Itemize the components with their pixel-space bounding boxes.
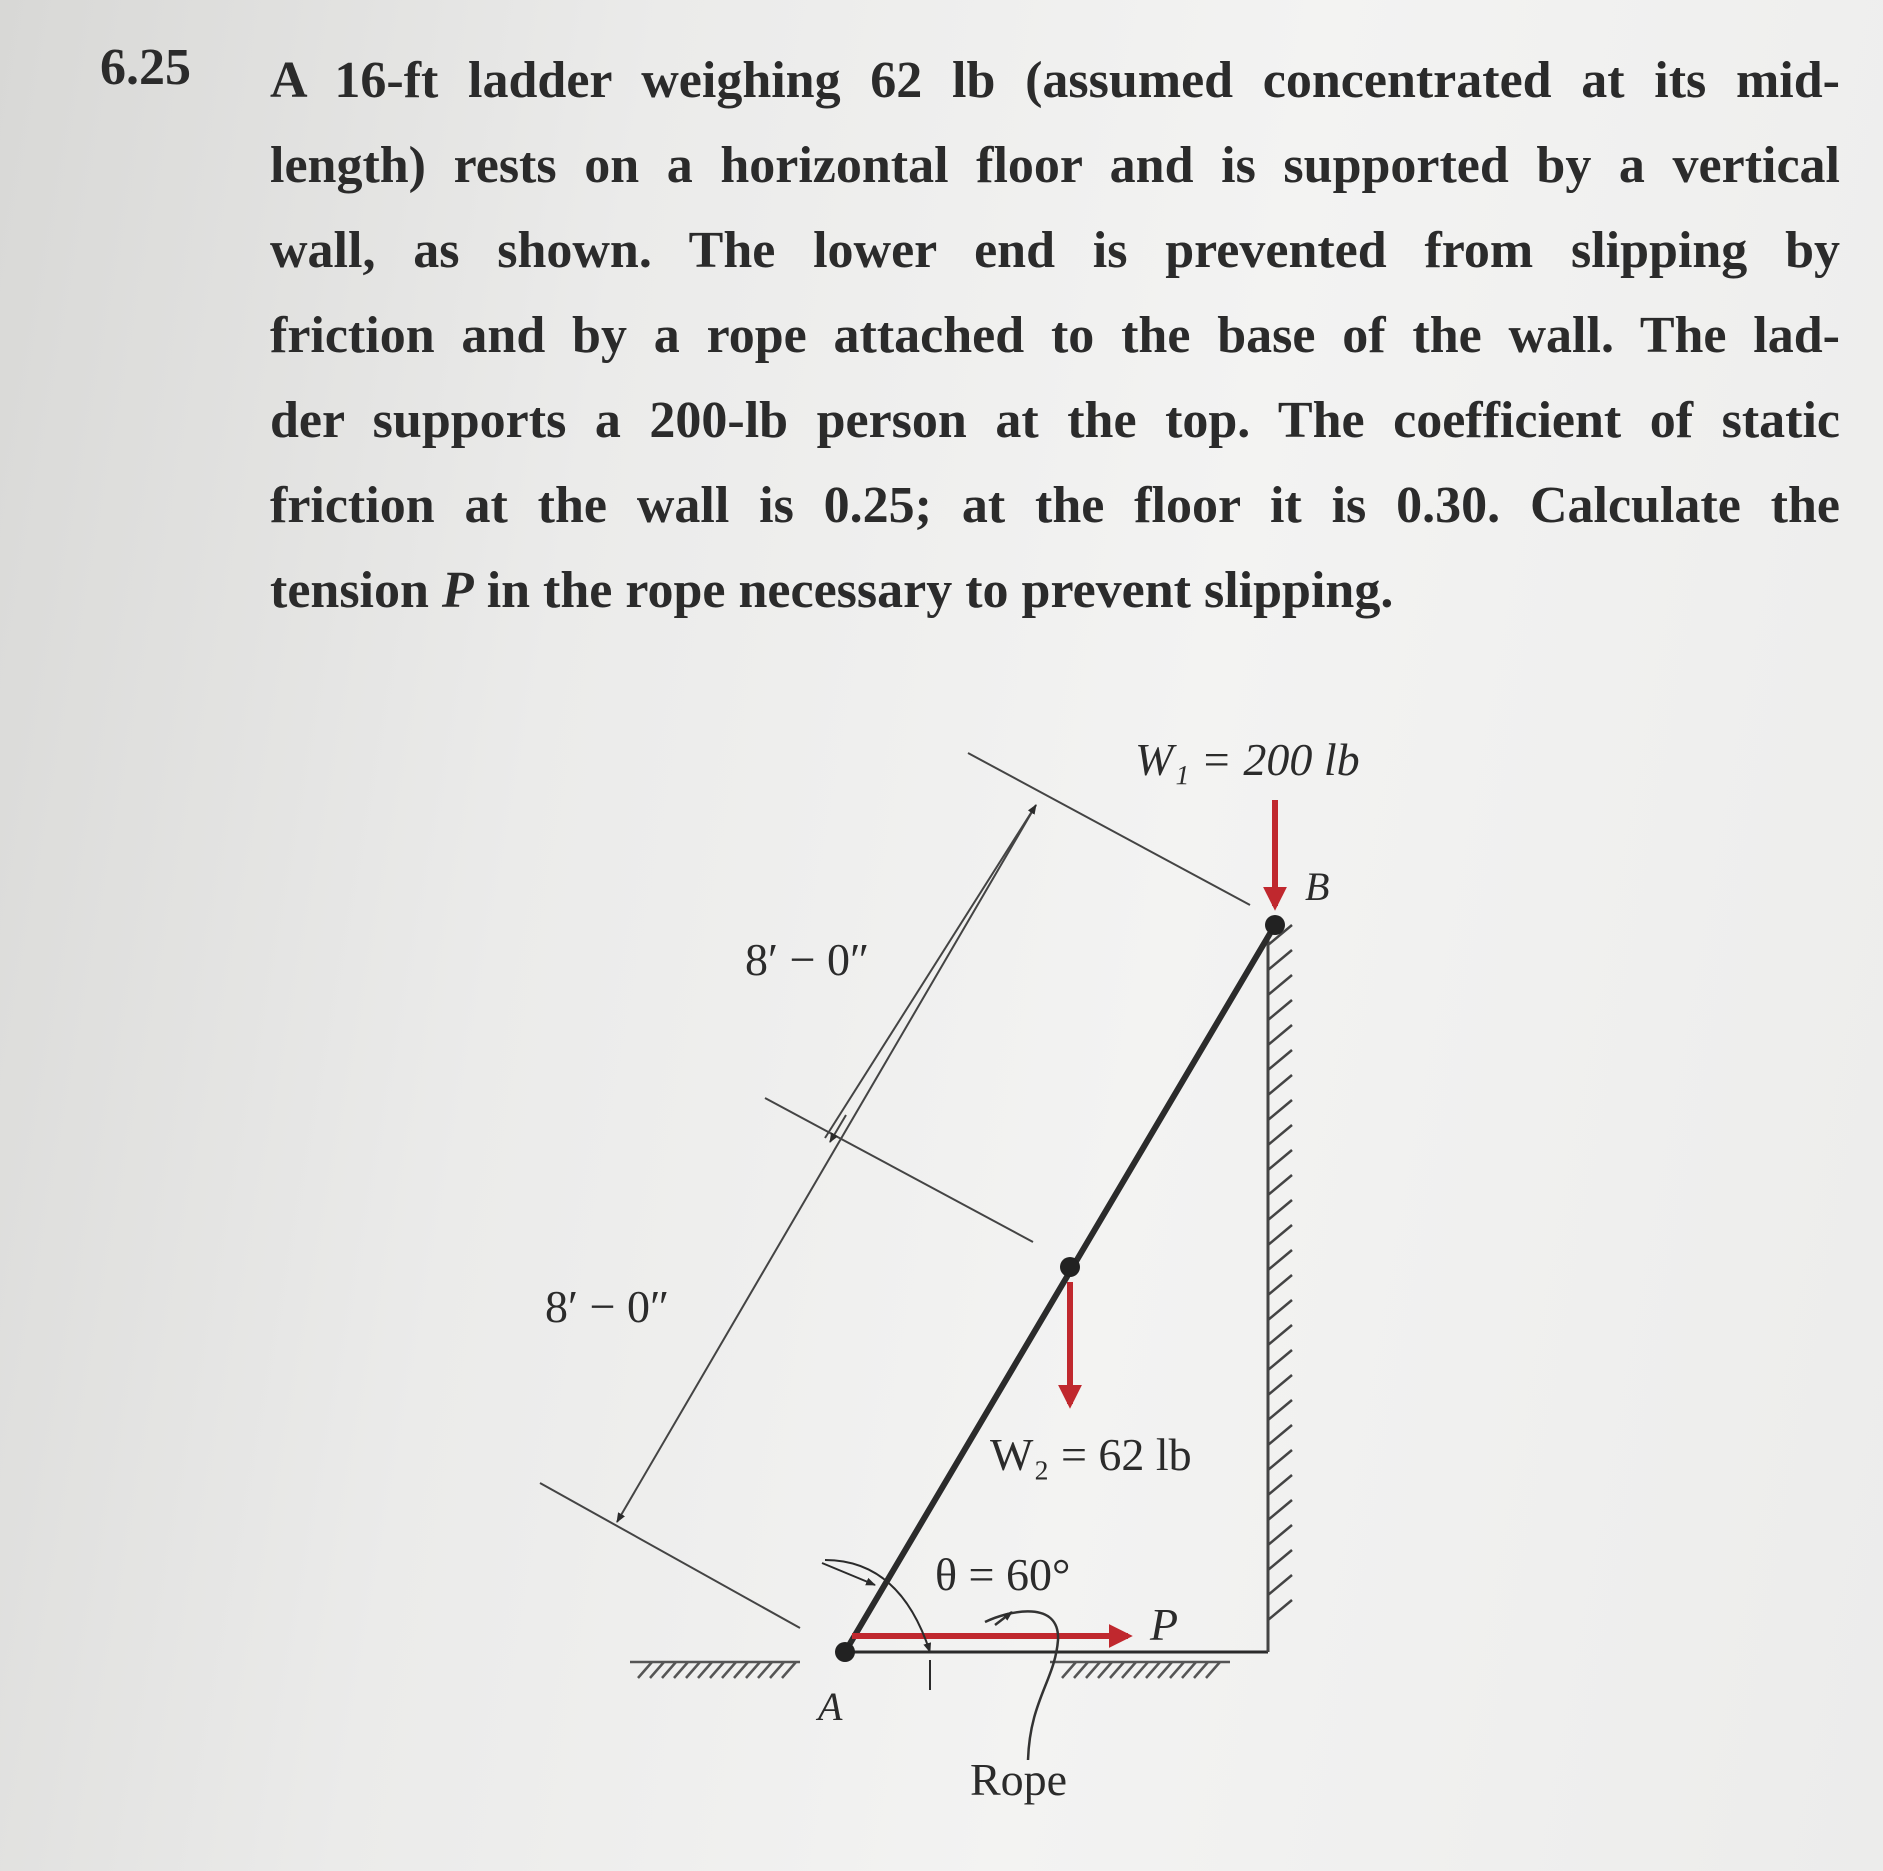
force-p-label: P — [1150, 1599, 1179, 1650]
midpoint-dot — [1060, 1257, 1080, 1277]
point-a-label: A — [818, 1684, 843, 1729]
dimension-lines — [540, 753, 1250, 1628]
dim-upper-label: 8′ − 0″ — [745, 934, 870, 985]
problem-line: A 16-ft ladder weighing 62 lb (assumed concentrated at its mid- — [270, 52, 1840, 109]
problem-line: der supports a 200-lb person at the top. The coefficient of static — [270, 392, 1840, 449]
problem-line: wall, as shown. The lower end is prevented from slipping by — [270, 222, 1840, 279]
problem-line: friction at the wall is 0.25; at the floor it is 0.30. Calculate the — [270, 477, 1840, 534]
problem-line: friction and by a rope attached to the base of the wall. The lad- — [270, 307, 1840, 364]
point-b-label: B — [1305, 864, 1330, 909]
dim-lower-label: 8′ − 0″ — [545, 1281, 670, 1332]
w1-label: W₁ = 200 lb — [1135, 734, 1360, 785]
last-line-after: in the rope necessary to prevent slipping. — [473, 562, 1394, 619]
point-a-dot — [835, 1642, 855, 1662]
ladder — [845, 925, 1275, 1652]
problem-line: length) rests on a horizontal floor and is supported by a vertical — [270, 137, 1840, 194]
wall — [1268, 925, 1292, 1652]
last-line-before: tension — [270, 562, 442, 619]
w2-label: W₂ = 62 lb — [990, 1429, 1192, 1480]
problem-number: 6.25 — [100, 39, 191, 96]
theta-label: θ = 60° — [935, 1549, 1071, 1600]
rope-label: Rope — [970, 1754, 1068, 1805]
point-b-dot — [1265, 915, 1285, 935]
variable-p: P — [441, 562, 474, 619]
